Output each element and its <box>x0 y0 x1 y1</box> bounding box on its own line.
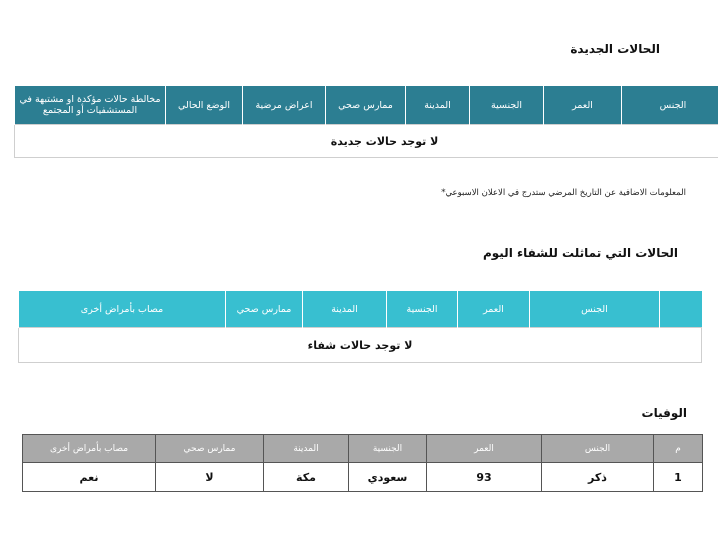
table-cell-number: 1 <box>654 463 703 492</box>
column-header-number: م <box>654 435 703 463</box>
recovered-title: الحالات التي تماثلت للشفاء اليوم <box>482 246 678 260</box>
new-cases-table <box>14 86 718 158</box>
column-header-nationality: الجنسية <box>387 291 458 328</box>
table-header-row <box>15 86 718 125</box>
column-header-symptoms: اعراض مرضية <box>243 86 326 125</box>
column-header-gender: الجنس <box>530 291 660 328</box>
table-cell-gender: ذكر <box>542 463 654 492</box>
column-header-nationality: الجنسية <box>349 435 427 463</box>
column-header-gender: الجنس <box>542 435 654 463</box>
table-row <box>23 463 703 492</box>
column-header-age: العمر <box>458 291 530 328</box>
column-header-health-worker: ممارس صحي <box>226 291 303 328</box>
column-header-city: المدينة <box>264 435 349 463</box>
table-cell-city: مكة <box>264 463 349 492</box>
column-header-city: المدينة <box>406 86 470 125</box>
table-cell-nationality: سعودي <box>349 463 427 492</box>
table-header-row <box>19 291 702 328</box>
column-header-age: العمر <box>427 435 542 463</box>
table-row <box>15 125 718 158</box>
column-header-contact: مخالطة حالات مؤكدة او مشتبهة في المستشفيات أو المجتمع <box>15 86 166 125</box>
empty-message: لا توجد حالات جديدة <box>15 125 718 158</box>
table-row <box>19 328 702 363</box>
column-header-city: المدينة <box>303 291 387 328</box>
table-cell-age: 93 <box>427 463 542 492</box>
empty-message: لا توجد حالات شفاء <box>19 328 702 363</box>
deaths-title: الوفيات <box>641 406 687 420</box>
column-header-current-status: الوضع الحالي <box>166 86 243 125</box>
table-header-row <box>23 435 703 463</box>
column-header-health-worker: ممارس صحي <box>156 435 264 463</box>
column-header-nationality: الجنسية <box>470 86 544 125</box>
column-header-other-diseases: مصاب بأمراض أخرى <box>19 291 226 328</box>
column-header-other-diseases: مصاب بأمراض أخرى <box>23 435 156 463</box>
recovered-table <box>18 291 702 363</box>
table-cell-other-diseases: نعم <box>23 463 156 492</box>
column-header <box>660 291 702 328</box>
column-header-health-worker: ممارس صحي <box>326 86 406 125</box>
footnote: المعلومات الاضافية عن التاريخ المرضي ستدرج في الاعلان الاسبوعي* <box>441 188 686 198</box>
column-header-age: العمر <box>544 86 622 125</box>
deaths-table <box>22 434 703 492</box>
table-cell-health-worker: لا <box>156 463 264 492</box>
new-cases-title: الحالات الجديدة <box>570 42 660 56</box>
column-header-gender: الجنس <box>622 86 718 125</box>
